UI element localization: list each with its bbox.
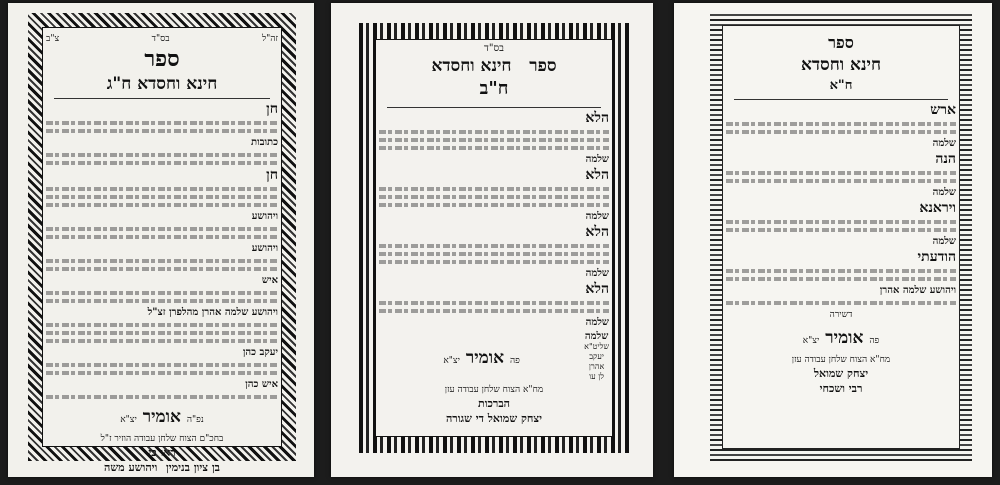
author-block: [379, 332, 609, 382]
entry-paragraph: [379, 283, 609, 329]
entry-lead: הלא: [585, 167, 609, 183]
entry-tail: ויהושע שלמה אהרן מהלפרן זצ"ל: [147, 307, 278, 318]
entry-lead: חן: [266, 167, 278, 183]
author-name: אומיר: [142, 407, 181, 427]
entry-tail: שלמה: [932, 138, 956, 149]
footer-line-3: יצחק שמואל די שגורה: [445, 412, 542, 425]
author-prefix: נפ"ה: [186, 415, 204, 425]
book-title: חינא וחסדא ח"ג: [106, 74, 218, 94]
footer-line-2: הברכות: [478, 397, 510, 410]
entry-paragraph: [46, 227, 278, 303]
title-page-volume-3: [8, 3, 314, 477]
corner-mark: בס"ד: [484, 43, 504, 54]
author-prefix: פה: [869, 336, 880, 346]
entry-tail: שלמה: [585, 268, 609, 279]
entry-lead: הלא: [585, 281, 609, 297]
entry-tail: ויהושע: [251, 211, 278, 222]
volume-number: ח"א: [829, 78, 853, 93]
entry-lead: ויראנא: [919, 200, 956, 216]
entry-paragraph: [46, 103, 278, 165]
footer-line-3: רבי ושכחי: [819, 382, 863, 395]
author-line: [46, 407, 278, 427]
book-title-line: [379, 56, 609, 76]
entry-lead: הודעתי: [917, 249, 956, 265]
name-row: איש: [261, 275, 278, 286]
author-name: אומיר: [825, 328, 864, 348]
entry-lead: חן: [266, 101, 278, 117]
page-content: [726, 31, 956, 397]
page-content: [379, 43, 609, 427]
entry-lead: הנה: [935, 151, 956, 167]
printer-name-2: ויהושע משה: [104, 461, 158, 474]
page-content: [46, 33, 278, 476]
divider: [734, 99, 948, 100]
entry-paragraph: [726, 104, 956, 150]
author-suffix: יצ"א: [443, 356, 460, 366]
entry-lead: ארש: [930, 102, 956, 118]
entry-paragraph: [726, 251, 956, 305]
entry-paragraph: [726, 202, 956, 248]
entry-tail: ויהושע: [251, 243, 278, 254]
divider: [387, 107, 601, 108]
footer-line-1: מח"א הצוח שלחן עבודה עזן: [444, 385, 544, 395]
author-suffix: יצ"א: [120, 415, 137, 425]
location-line: דשירה: [829, 310, 853, 320]
footer-line-1: בחכ"ם הצוח שלחן עבודה הוזיר ז"ל: [100, 434, 224, 444]
entry-tail: ויהושע שלמה אהרן: [879, 285, 956, 296]
corner-row: [46, 33, 278, 44]
entry-paragraph: [379, 169, 609, 223]
entry-paragraph: [379, 112, 609, 166]
book-title: חינא וחסדא: [431, 56, 512, 76]
entry-tail: שלמה: [585, 211, 609, 222]
entry-word: כתובות: [250, 137, 278, 148]
divider: [54, 98, 270, 99]
side-name: אהרן: [588, 362, 605, 371]
author-prefix: פה: [509, 356, 520, 366]
entry-paragraph: [46, 307, 278, 399]
side-names: [584, 332, 609, 382]
author-line: [726, 328, 956, 348]
name-row: איש כהן: [245, 379, 278, 390]
book-title: חינא וחסדא: [800, 55, 882, 75]
side-name: שלמה: [584, 331, 609, 342]
footer-line-3: [46, 461, 278, 474]
entry-paragraph: [46, 169, 278, 223]
sefer-label: ספר: [529, 56, 557, 76]
side-name: שליט"א: [584, 342, 609, 351]
entry-lead: הלא: [585, 110, 609, 126]
corner-left: צ"ב: [46, 34, 60, 44]
author-suffix: יצ"א: [802, 336, 820, 346]
entry-paragraph: [379, 226, 609, 280]
entry-tail: שלמה: [585, 317, 609, 328]
side-name: יעקב: [589, 352, 604, 361]
title-page-volume-2: [331, 3, 653, 477]
footer-line-2: ראו כי: [148, 446, 176, 459]
sefer-label: ספר: [144, 46, 180, 72]
footer-line-2: יצחק שמואל: [813, 367, 869, 380]
entry-lead: הלא: [585, 224, 609, 240]
entry-tail: שלמה: [585, 154, 609, 165]
author-line: [379, 348, 584, 368]
entry-tail: שלמה: [932, 236, 956, 247]
corner-right: זה"ל: [261, 34, 278, 44]
author-name: אומיר: [465, 348, 505, 368]
side-name: לן עו: [589, 372, 605, 381]
volume-number: ח"ב: [479, 78, 509, 99]
name-row: יעקב כהן: [242, 347, 278, 358]
sefer-label: ספר: [828, 33, 854, 52]
footer-line-1: מח"א הצוח שלחן עבודה עזן: [791, 355, 891, 365]
corner-center: בס"ד: [151, 34, 170, 44]
printer-name: בן ציון בנימין: [165, 461, 220, 474]
entry-paragraph: [726, 153, 956, 199]
title-page-volume-1: [674, 3, 992, 477]
entry-tail: שלמה: [932, 187, 956, 198]
